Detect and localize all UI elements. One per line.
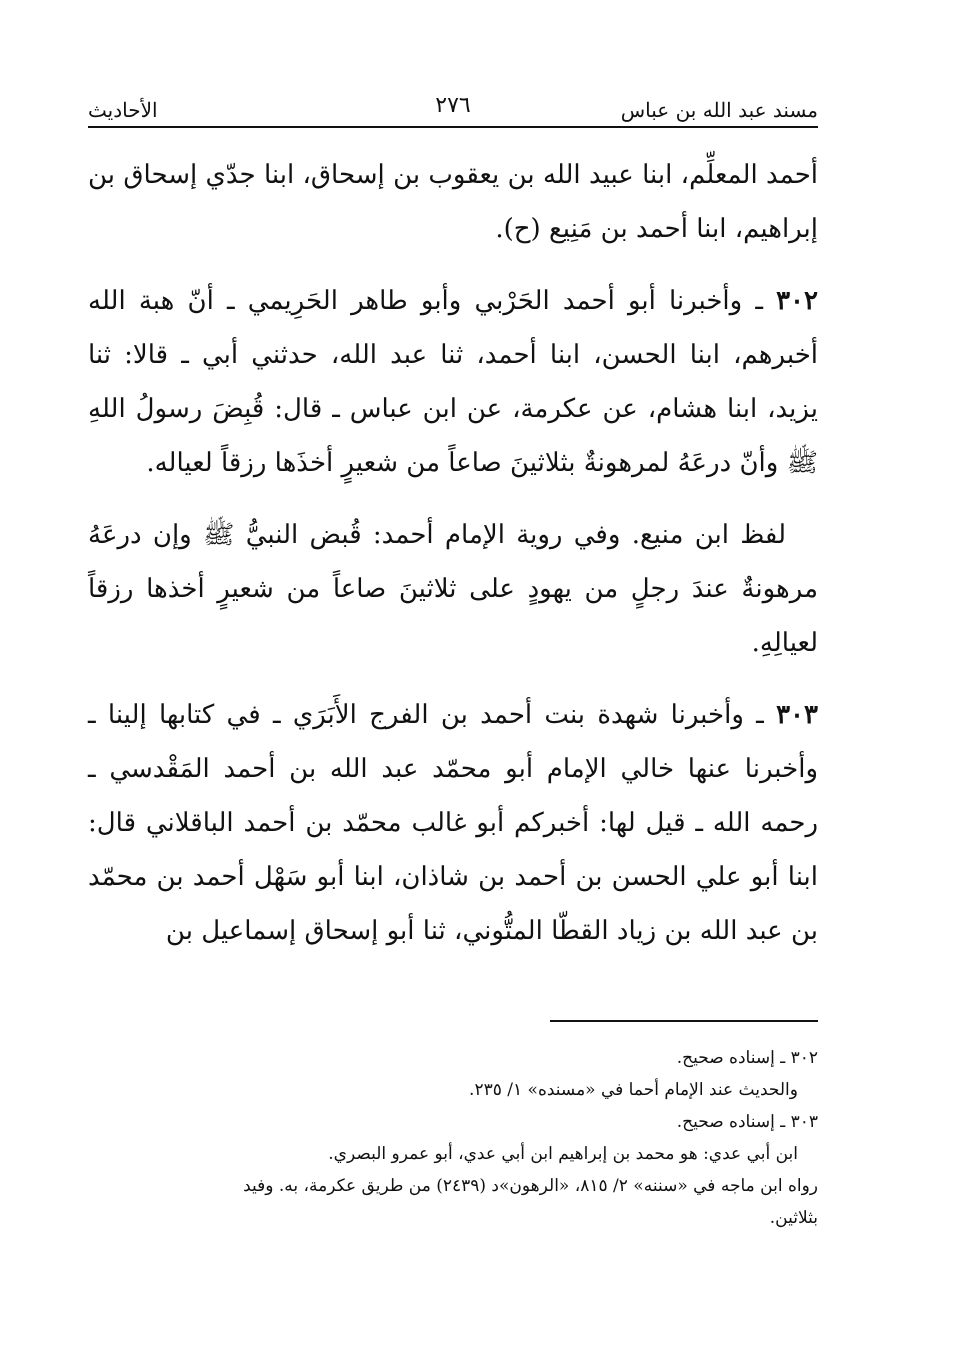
footnote-303-line-2: رواه ابن ماجه في «سننه» ٢/ ٨١٥، «الرهون»د (٢٤٣٩) من طريق عكرمة، به. وفيد: [243, 1176, 818, 1196]
paragraph-continuation: أحمد المعلِّم، ابنا عبيد الله بن يعقوب بن إسحاق، ابنا جدّي إسحاق بن إبراهيم، ابنا أحمد بن مَنِيع (ح).: [88, 160, 818, 244]
book-title: مسند عبد الله بن عباس: [620, 98, 818, 122]
footnote-303-line-3: بثلاثين.: [769, 1208, 818, 1228]
hadith-303: [88, 688, 818, 958]
footnote-303-head: ٣٠٣ ـ إسناده صحيح.: [676, 1112, 818, 1132]
hadith-302: [88, 274, 818, 490]
section-title: الأحاديث: [88, 98, 158, 122]
footnote-302-line: والحديث عند الإمام أحما في «مسنده» ١/ ٢٣٥.: [469, 1080, 798, 1100]
hadith-number-302: ٣٠٢: [776, 286, 818, 316]
book-page: [88, 80, 818, 1300]
footnote-302-head: ٣٠٢ ـ إسناده صحيح.: [676, 1048, 818, 1068]
hadith-number-303: ٣٠٣: [776, 700, 818, 730]
paragraph-commentary: لفظ ابن منيع. وفي روية الإمام أحمد: قُبض النبيُّ ﷺ وإن درعَهُ مرهونةٌ عندَ رجلٍ من يهودٍ على ثلاثينَ صاعاً من شعيرٍ أخذها رزقاً لعيالِهِ.: [88, 520, 818, 658]
footnotes: [88, 1042, 818, 1234]
footnote-303-line-1: ابن أبي عدي: هو محمد بن إبراهيم ابن أبي عدي، أبو عمرو البصري.: [328, 1144, 798, 1164]
running-header: [88, 80, 818, 128]
footnote-separator: [550, 1020, 818, 1022]
hadith-303-text: ـ وأخبرنا شهدة بنت أحمد بن الفرج الأَبَرَي ـ في كتابها إلينا ـ وأخبرنا عنها خالي الإمام أبو محمّد عبد الله بن أحمد المَقْدسي ـ رحمه الله ـ قيل لها: أخبركم أبو غالب محمّد بن أحمد الباقلاني قال: ابنا أبو علي الحسن بن أحمد بن شاذان، ابنا أبو سَهْل أحمد بن محمّد بن عبد الله بن زياد القطّا المتُّوني، ثنا أبو إسحاق إسماعيل بن: [88, 700, 818, 946]
hadith-302-text: ـ وأخبرنا أبو أحمد الحَرْبي وأبو طاهر الحَرِيمي ـ أنّ هبة الله أخبرهم، ابنا الحسن، ابنا أحمد، ثنا عبد الله، حدثني أبي ـ قالا: ثنا يزيد، ابنا هشام، عن عكرمة، عن ابن عباس ـ قال: قُبِضَ رسولُ اللهِ ﷺ وأنّ درعَهُ لمرهونةٌ بثلاثينَ صاعاً من شعيرٍ أخذَها رزقاً لعياله.: [88, 286, 818, 478]
main-text: [88, 148, 818, 958]
page-number: ٢٧٦: [435, 93, 471, 118]
